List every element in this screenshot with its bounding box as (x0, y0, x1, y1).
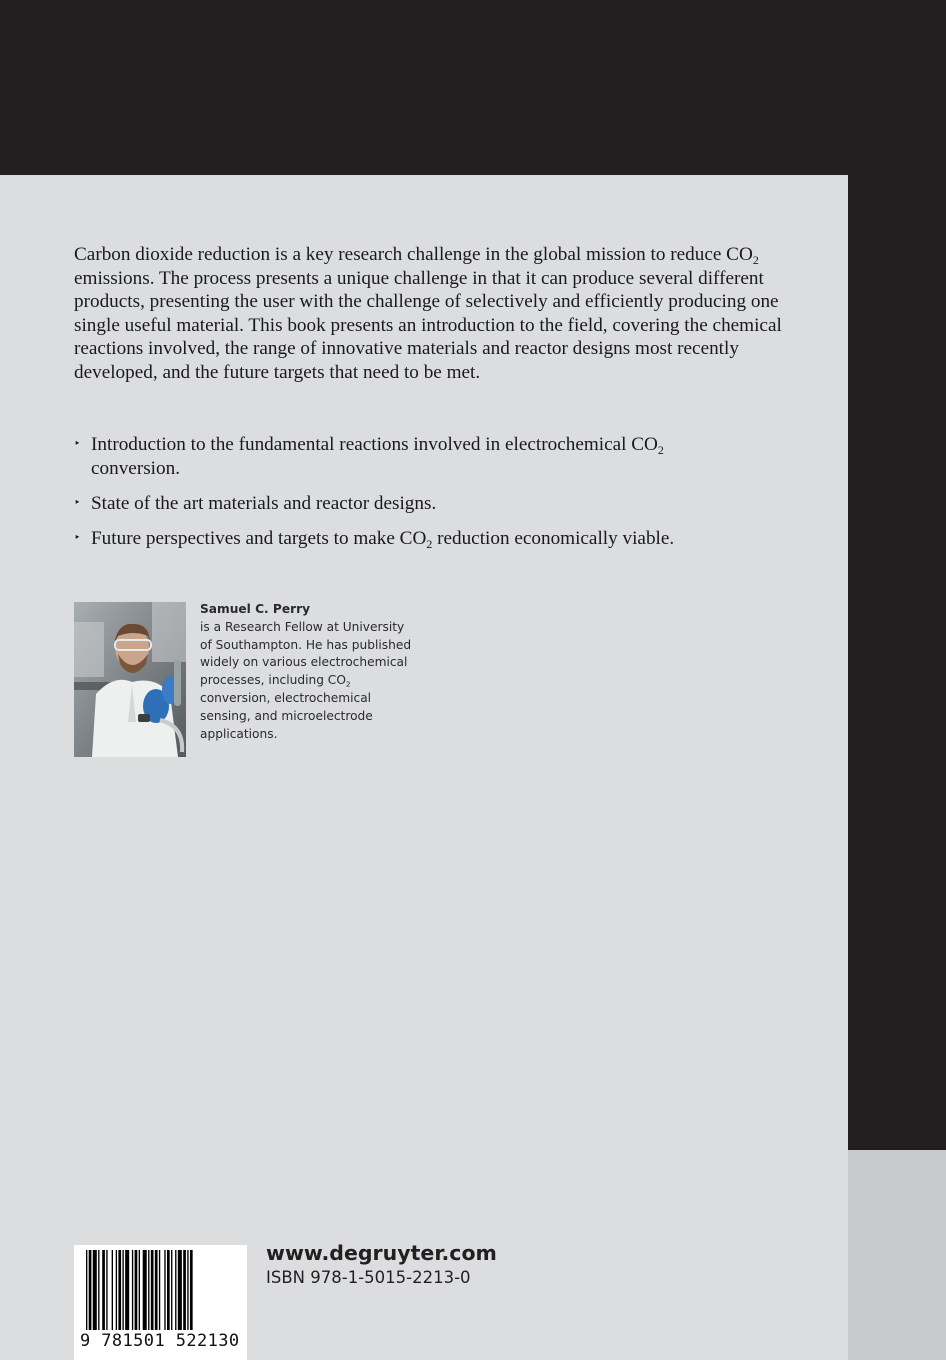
barcode-bar (178, 1250, 182, 1330)
description-text-start: Carbon dioxide reduction is a key research challenge in the global mission to reduce CO (74, 244, 753, 265)
barcode-bar (86, 1250, 87, 1330)
barcode-bar (102, 1250, 105, 1330)
description-subscript: 2 (752, 253, 759, 268)
feature-item: ‣ State of the art materials and reactor designs. (74, 492, 437, 514)
barcode-bar (171, 1250, 172, 1330)
barcode-bar (93, 1250, 97, 1330)
publisher-url[interactable]: www.degruyter.com (266, 1241, 497, 1265)
bullet-triangle-icon: ‣ (74, 438, 81, 450)
isbn-barcode (74, 1245, 247, 1360)
barcode-bar (151, 1250, 154, 1330)
barcode-bar (148, 1250, 149, 1330)
barcode-bar (187, 1250, 188, 1330)
barcode-bar (132, 1250, 133, 1330)
book-description (74, 243, 784, 384)
feature-item: ‣ Future perspectives and targets to make $CO_2$ reduction economically viable. (74, 527, 675, 551)
barcode-bar (183, 1250, 186, 1330)
bullet-triangle-icon: ‣ (74, 496, 81, 509)
bio-subscript: 2 (345, 679, 351, 689)
barcode-bar (164, 1250, 165, 1330)
barcode-bar (175, 1250, 176, 1330)
barcode-bar (98, 1250, 99, 1330)
barcode-bar (190, 1250, 193, 1330)
barcode-bar (167, 1250, 170, 1330)
feature-item: ‣ Introduction to the fundamental reactions involved in electrochemical $CO_2$ conversion. (74, 434, 664, 479)
barcode-bar (89, 1250, 92, 1330)
barcode-bar (118, 1250, 121, 1330)
author-photo (74, 602, 186, 757)
isbn-number: ISBN 978-1-5015-2213-0 (266, 1268, 471, 1287)
feature-list (74, 433, 794, 562)
barcode-bar (116, 1250, 117, 1330)
bullet-triangle-icon: ‣ (74, 531, 81, 544)
barcode-bar (125, 1250, 129, 1330)
bio-text-end: conversion, electrochemical sensing, and microelectrode applications. (200, 690, 373, 741)
author-bio (200, 601, 415, 743)
barcode-bar (106, 1250, 107, 1330)
background-strip (848, 1150, 946, 1360)
barcode-bar (112, 1250, 113, 1330)
bio-text-start: is a Research Fellow at University of Southampton. He has published widely on various electrochemical processes, including CO (200, 619, 412, 688)
barcode-bar (159, 1250, 160, 1330)
barcode-bar (135, 1250, 138, 1330)
barcode-bars (86, 1250, 236, 1330)
barcode-digits: 9 781501 522130 (80, 1331, 240, 1351)
barcode-bar (143, 1250, 147, 1330)
barcode-bar (122, 1250, 123, 1330)
author-name: Samuel C. Perry (200, 602, 311, 616)
description-text-end: emissions. The process presents a unique challenge in that it can produce several different products, presenting the user with the challenge of selectively and efficiently producing one single useful material. This book presents an introduction to the field, covering the chemical reactions involved, the range of innovative materials and reactor designs most recently developed, and the future targets that need to be met. (74, 267, 782, 383)
barcode-bar (155, 1250, 158, 1330)
back-cover (0, 175, 848, 1360)
barcode-bar (139, 1250, 140, 1330)
